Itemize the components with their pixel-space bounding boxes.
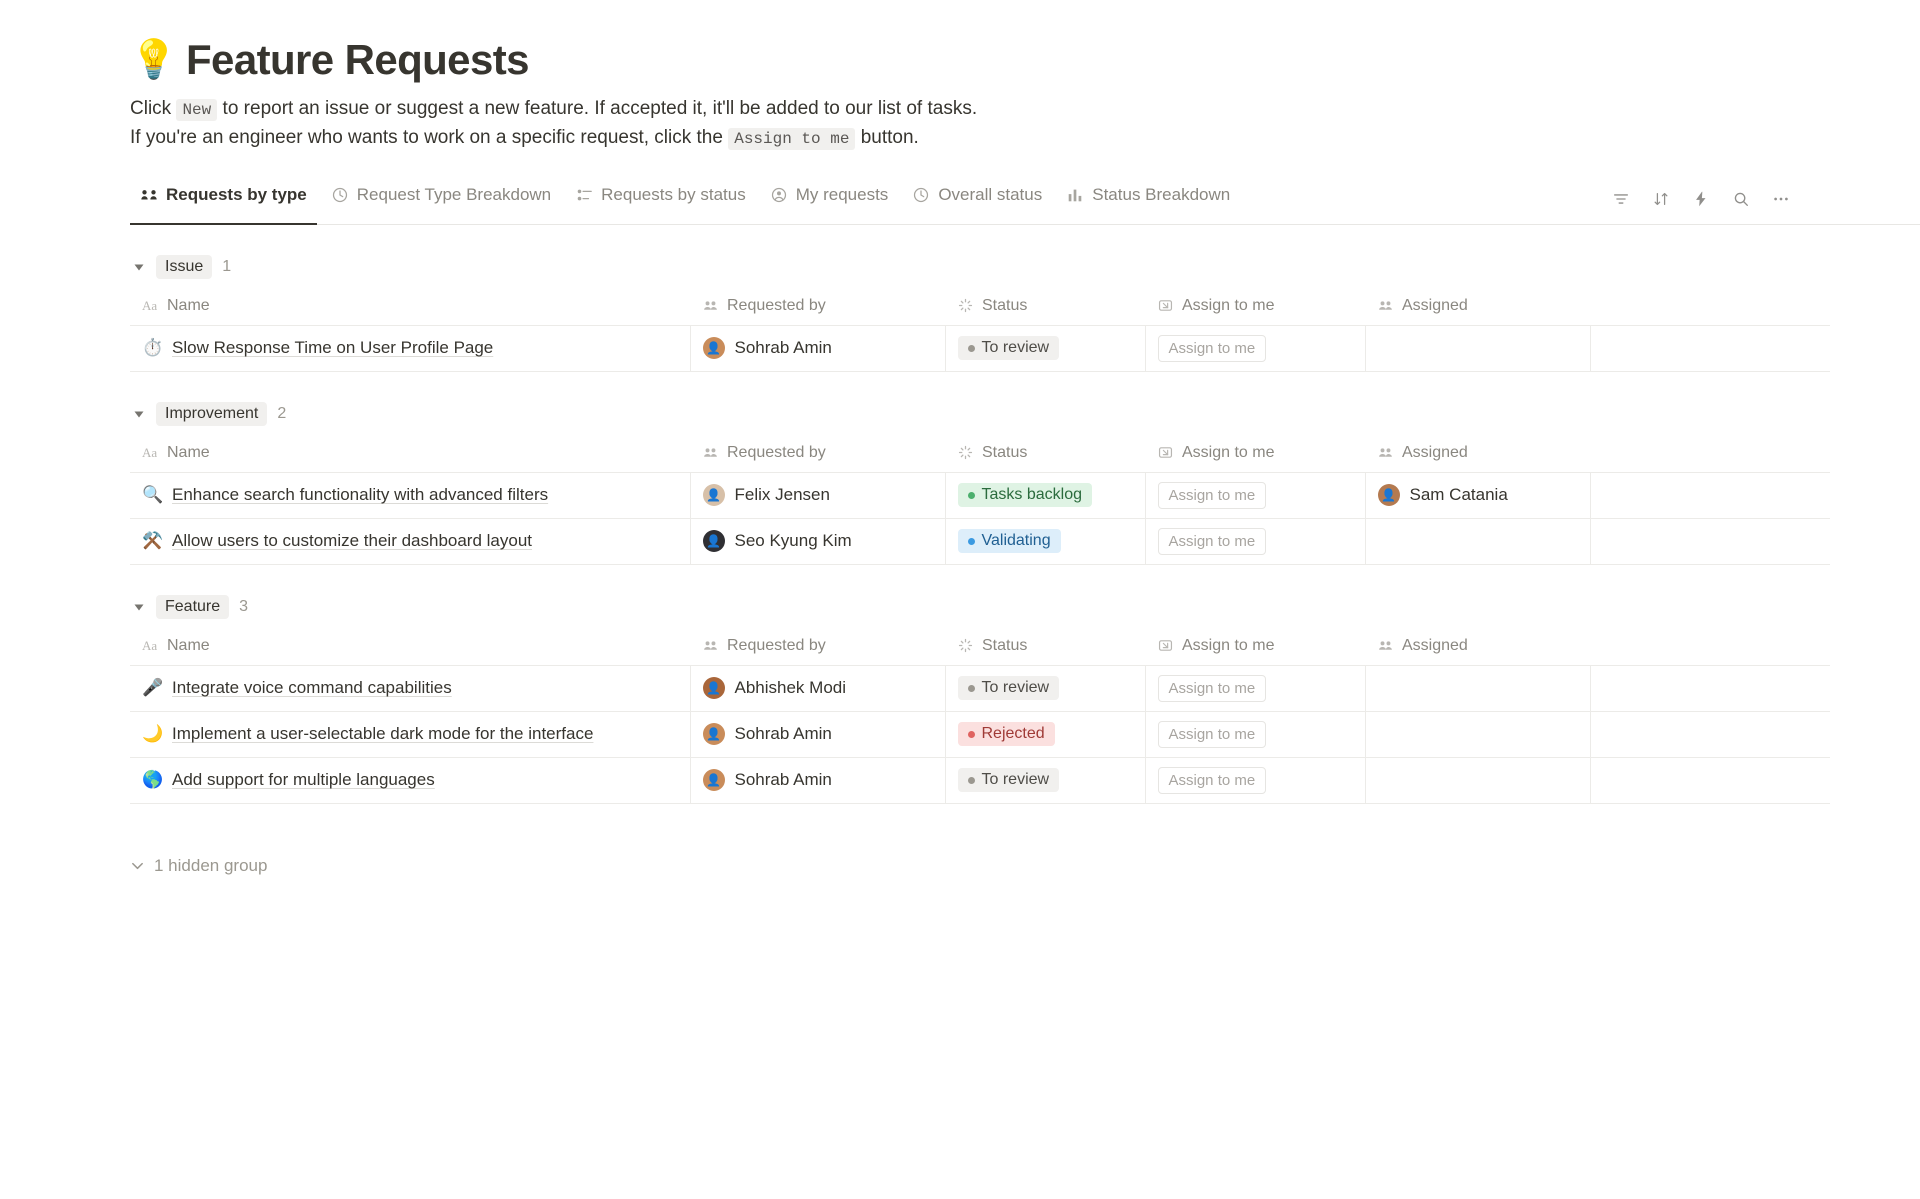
cell-assign-to-me[interactable] [1145, 518, 1365, 564]
group-count: 3 [239, 597, 249, 615]
row-emoji-icon: 🔍 [142, 485, 164, 505]
avatar: 👤 [1378, 484, 1400, 506]
column-label: Assign to me [1182, 296, 1275, 314]
cell-requested-by[interactable] [690, 472, 945, 518]
column-header-assign-to-me[interactable] [1145, 631, 1365, 666]
status-label: To review [981, 679, 1050, 697]
loading-icon [957, 444, 974, 461]
text-icon: Aa [142, 298, 158, 314]
column-label: Assign to me [1182, 636, 1275, 654]
status-badge [958, 529, 1061, 553]
requested-by-name: Abhishek Modi [734, 678, 847, 698]
cell-name[interactable] [130, 665, 690, 711]
cell-name[interactable] [130, 472, 690, 518]
avatar: 👤 [703, 723, 725, 745]
status-badge [958, 676, 1060, 700]
tab-label: Request Type Breakdown [356, 185, 552, 205]
table-row[interactable] [130, 711, 1830, 757]
people-icon [702, 297, 719, 314]
requested-by-name: Felix Jensen [734, 485, 830, 505]
loading-icon [957, 297, 974, 314]
row-emoji-icon: 🌙 [142, 724, 164, 744]
requested-by-name: Sohrab Amin [734, 724, 832, 744]
row-emoji-icon: 🎤 [142, 678, 164, 698]
button-icon [1157, 637, 1174, 654]
group-header[interactable] [130, 595, 1790, 619]
caret-down-icon[interactable] [132, 260, 146, 274]
cell-status[interactable] [945, 518, 1145, 564]
cell-spacer [1590, 472, 1830, 518]
group-improvement [130, 402, 1790, 565]
column-header-status[interactable] [945, 438, 1145, 473]
row-emoji-icon: ⏱️ [142, 338, 164, 358]
description-text-a: Click [130, 98, 172, 119]
caret-down-icon[interactable] [132, 407, 146, 421]
description-text-c: If you're an engineer who wants to work on a specific request, click the [130, 127, 723, 149]
status-dot-icon [968, 777, 975, 784]
hidden-group-label: 1 hidden group [154, 855, 268, 875]
group-name-chip: Improvement [156, 402, 267, 426]
assign-to-me-button[interactable]: Assign to me [1158, 721, 1267, 748]
people-icon [1377, 444, 1394, 461]
table-row[interactable] [130, 325, 1830, 371]
cell-requested-by[interactable] [690, 757, 945, 803]
cell-requested-by[interactable] [690, 518, 945, 564]
row-title[interactable]: Add support for multiple languages [172, 770, 435, 790]
cell-spacer [1590, 757, 1830, 803]
column-label: Status [982, 443, 1028, 461]
tab-overall-status[interactable] [902, 178, 1052, 224]
column-header-name[interactable] [130, 631, 690, 666]
table-row[interactable] [130, 665, 1830, 711]
row-title[interactable]: Integrate voice command capabilities [172, 678, 452, 698]
column-header-name[interactable] [130, 438, 690, 473]
cell-status[interactable] [945, 711, 1145, 757]
cell-assign-to-me[interactable] [1145, 711, 1365, 757]
group-count: 1 [222, 257, 232, 275]
search-icon [1732, 190, 1750, 208]
column-header-status[interactable] [945, 631, 1145, 666]
status-label: Validating [981, 532, 1051, 550]
status-badge [958, 768, 1060, 792]
row-title[interactable]: Slow Response Time on User Profile Page [172, 338, 494, 358]
table-row[interactable] [130, 518, 1830, 564]
column-header-spacer [1590, 631, 1830, 666]
column-label: Status [982, 636, 1028, 654]
cell-assign-to-me[interactable] [1145, 665, 1365, 711]
requested-by-name: Sohrab Amin [734, 338, 832, 358]
column-label: Requested by [727, 296, 826, 314]
table-header [130, 291, 1830, 326]
cell-assigned[interactable] [1365, 665, 1590, 711]
status-label: Tasks backlog [981, 486, 1082, 504]
cell-spacer [1590, 518, 1830, 564]
cell-status[interactable] [945, 665, 1145, 711]
button-icon [1157, 444, 1174, 461]
description-text-b: to report an issue or suggest a new feature. If accepted it, it'll be added to our list of tasks. [222, 98, 978, 119]
column-label: Assign to me [1182, 443, 1275, 461]
assign-to-me-button[interactable]: Assign to me [1158, 675, 1267, 702]
table-header [130, 438, 1830, 473]
status-label: Rejected [981, 725, 1045, 743]
column-header-requested-by[interactable] [690, 631, 945, 666]
cell-status[interactable] [945, 757, 1145, 803]
status-badge [958, 336, 1060, 360]
group-header[interactable] [130, 402, 1790, 426]
group-table [130, 631, 1830, 804]
new-code-chip: New [176, 99, 217, 121]
table-row[interactable] [130, 472, 1830, 518]
cell-assign-to-me[interactable] [1145, 472, 1365, 518]
assigned-person [1378, 484, 1578, 506]
tab-label: Requests by type [166, 185, 307, 205]
column-label: Name [167, 296, 210, 314]
table-header [130, 631, 1830, 666]
people-icon [702, 637, 719, 654]
board-icon [575, 186, 593, 204]
column-header-spacer [1590, 438, 1830, 473]
status-badge [958, 722, 1055, 746]
column-header-assign-to-me[interactable] [1145, 438, 1365, 473]
chevron-down-icon [130, 858, 145, 873]
cell-requested-by[interactable] [690, 711, 945, 757]
more-options-icon[interactable] [1772, 190, 1790, 208]
assign-to-me-button[interactable]: Assign to me [1158, 482, 1267, 509]
assign-to-me-button[interactable]: Assign to me [1158, 528, 1267, 555]
column-label: Requested by [727, 636, 826, 654]
status-label: To review [981, 339, 1050, 357]
lightning-icon[interactable] [1692, 190, 1710, 208]
status-dot-icon [968, 538, 975, 545]
table-body [130, 665, 1830, 803]
cell-assign-to-me[interactable] [1145, 325, 1365, 371]
cell-name[interactable] [130, 757, 690, 803]
cell-spacer [1590, 711, 1830, 757]
status-dot-icon [968, 492, 975, 499]
tab-request-type-breakdown[interactable] [321, 178, 561, 224]
group-header[interactable] [130, 255, 1790, 279]
column-header-requested-by[interactable] [690, 438, 945, 473]
assigned-name: Sam Catania [1409, 485, 1508, 505]
tab-label: Status Breakdown [1092, 185, 1231, 205]
page-title: Feature Requests [186, 36, 529, 83]
group-name-chip: Issue [156, 255, 212, 279]
table-body [130, 472, 1830, 564]
row-title[interactable]: Implement a user-selectable dark mode for the interface [172, 724, 594, 744]
loading-icon [957, 637, 974, 654]
status-dot-icon [968, 731, 975, 738]
tab-requests-by-status[interactable] [565, 178, 756, 224]
page-header [130, 36, 1920, 84]
clock-icon [912, 186, 930, 204]
column-header-name[interactable] [130, 291, 690, 326]
row-emoji-icon: ⚒️ [142, 531, 164, 551]
sort-icon [1652, 190, 1670, 208]
cell-spacer [1590, 665, 1830, 711]
groups-container [130, 255, 1920, 804]
filter-icon[interactable] [1612, 190, 1630, 208]
cell-assign-to-me[interactable] [1145, 757, 1365, 803]
group-feature [130, 595, 1790, 804]
group-count: 2 [277, 404, 287, 422]
tab-requests-by-type[interactable] [130, 178, 317, 224]
cell-requested-by[interactable] [690, 325, 945, 371]
people-icon [702, 444, 719, 461]
clock-icon [331, 186, 349, 204]
status-dot-icon [968, 685, 975, 692]
column-label: Assigned [1402, 636, 1468, 654]
description-line-2 [130, 123, 1230, 152]
cell-status[interactable] [945, 472, 1145, 518]
group-table [130, 438, 1830, 565]
requested-by-name: Seo Kyung Kim [734, 531, 852, 551]
hidden-group-toggle[interactable] [130, 856, 1920, 876]
cell-name[interactable] [130, 711, 690, 757]
group-table [130, 291, 1830, 372]
column-label: Name [167, 636, 210, 654]
row-title[interactable]: Enhance search functionality with advanced filters [172, 485, 549, 505]
assign-to-me-button[interactable]: Assign to me [1158, 335, 1267, 362]
caret-down-icon[interactable] [132, 600, 146, 614]
cell-assigned[interactable] [1365, 711, 1590, 757]
assign-to-me-code-chip: Assign to me [728, 128, 855, 150]
more-options-icon [1772, 190, 1790, 208]
filter-icon [1612, 190, 1630, 208]
column-label: Name [167, 443, 210, 461]
group-icon [140, 186, 158, 204]
people-icon [1377, 297, 1394, 314]
avatar: 👤 [703, 769, 725, 791]
column-header-requested-by[interactable] [690, 291, 945, 326]
column-label: Assigned [1402, 296, 1468, 314]
status-dot-icon [968, 345, 975, 352]
requested-by-name: Sohrab Amin [734, 770, 832, 790]
cell-spacer [1590, 325, 1830, 371]
tab-label: Requests by status [601, 185, 746, 205]
search-icon[interactable] [1732, 190, 1750, 208]
column-header-assign-to-me[interactable] [1145, 291, 1365, 326]
sort-icon[interactable] [1652, 190, 1670, 208]
cell-assigned[interactable] [1365, 518, 1590, 564]
cell-assigned[interactable] [1365, 472, 1590, 518]
row-emoji-icon: 🌎 [142, 770, 164, 790]
cell-name[interactable] [130, 325, 690, 371]
status-label: To review [981, 771, 1050, 789]
column-header-spacer [1590, 291, 1830, 326]
tab-status-breakdown[interactable] [1056, 178, 1240, 224]
group-name-chip: Feature [156, 595, 229, 619]
person-circle-icon [770, 186, 788, 204]
description-text-d: button. [860, 127, 919, 149]
avatar: 👤 [703, 677, 725, 699]
bar-chart-icon [1066, 186, 1084, 204]
cell-status[interactable] [945, 325, 1145, 371]
table-row[interactable] [130, 757, 1830, 803]
group-issue [130, 255, 1790, 372]
column-header-status[interactable] [945, 291, 1145, 326]
people-icon [1377, 637, 1394, 654]
cell-assigned[interactable] [1365, 325, 1590, 371]
view-tabs-bar [130, 179, 1920, 225]
assign-to-me-button[interactable]: Assign to me [1158, 767, 1267, 794]
column-header-assigned[interactable] [1365, 438, 1590, 473]
cell-name[interactable] [130, 518, 690, 564]
description-line-1 [130, 94, 1230, 123]
avatar: 👤 [703, 337, 725, 359]
button-icon [1157, 297, 1174, 314]
avatar: 👤 [703, 530, 725, 552]
table-body [130, 325, 1830, 371]
text-icon: Aa [142, 445, 158, 461]
view-tabs [130, 178, 1612, 224]
tab-my-requests[interactable] [760, 178, 899, 224]
view-toolbar [1612, 190, 1790, 212]
column-header-assigned[interactable] [1365, 291, 1590, 326]
column-label: Status [982, 296, 1028, 314]
lightning-icon [1692, 190, 1710, 208]
lightbulb-icon: 💡 [130, 39, 178, 81]
column-label: Assigned [1402, 443, 1468, 461]
text-icon: Aa [142, 638, 158, 654]
status-badge [958, 483, 1093, 507]
column-header-assigned[interactable] [1365, 631, 1590, 666]
column-label: Requested by [727, 443, 826, 461]
row-title[interactable]: Allow users to customize their dashboard layout [172, 531, 533, 551]
cell-requested-by[interactable] [690, 665, 945, 711]
cell-assigned[interactable] [1365, 757, 1590, 803]
tab-label: My requests [795, 185, 889, 205]
tab-label: Overall status [938, 185, 1043, 205]
page-description [130, 94, 1230, 153]
avatar: 👤 [703, 484, 725, 506]
